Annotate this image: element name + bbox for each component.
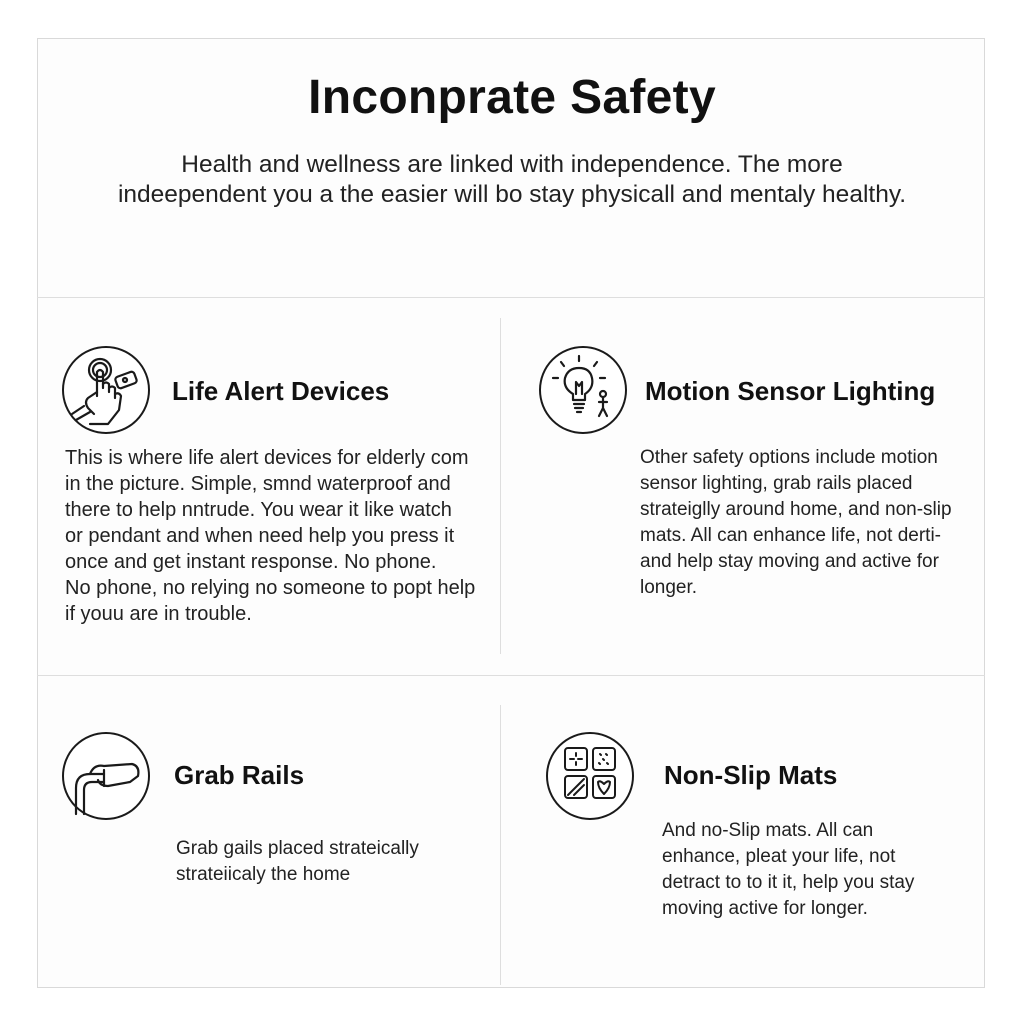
page-title: Inconprate Safety: [308, 71, 716, 124]
card-body-line: mats. All can enhance life, not derti-: [640, 525, 941, 546]
section-divider-vertical-top: [500, 318, 501, 654]
card-body-line: and help stay moving and active for: [640, 551, 939, 572]
card-body-line: in the picture. Simple, smnd waterproof and: [65, 473, 451, 495]
hand-grab-rail-icon: [62, 732, 150, 820]
lightbulb-person-icon: [539, 346, 627, 434]
section-divider-horizontal: [37, 675, 985, 676]
card-body-line: detract to to it it, help you stay: [662, 872, 915, 893]
card-body: [65, 445, 475, 627]
card-body-line: there to help nntrude. You wear it like watch: [65, 499, 452, 521]
card-body-line: And no-Slip mats. All can: [662, 820, 874, 841]
intro-text: [40, 150, 984, 210]
card-body-line: moving active for longer.: [662, 898, 868, 919]
card-title: Motion Sensor Lighting: [645, 376, 936, 406]
card-body-line: longer.: [640, 577, 698, 598]
hand-press-button-icon: [62, 346, 150, 434]
card-body-line: if youu are in trouble.: [65, 603, 252, 625]
card-body-line: sensor lighting, grab rails placed: [640, 473, 913, 494]
card-title: Non-Slip Mats: [664, 760, 838, 790]
card-body-line: Other safety options include motion: [640, 447, 938, 468]
card-body-line: once and get instant response. No phone.: [65, 551, 437, 573]
card-body-line: enhance, pleat your life, not: [662, 846, 896, 867]
intro-line: indeependent you a the easier will bo stay physicall and mentaly healthy.: [117, 181, 907, 208]
section-divider-vertical-bottom: [500, 705, 501, 985]
card-body: [176, 836, 419, 888]
card-body: [640, 445, 952, 601]
card-body-line: strateiglly around home, and non-slip: [640, 499, 952, 520]
non-slip-mat-tiles-icon: [546, 732, 634, 820]
card-title: Life Alert Devices: [172, 376, 390, 406]
card-body-line: Grab gails placed strateically: [176, 838, 419, 859]
intro-line: Health and wellness are linked with independence. The more: [181, 151, 843, 178]
card-body: [662, 818, 914, 922]
card-title: Grab Rails: [174, 760, 305, 790]
card-body-line: No phone, no relying no someone to popt help: [65, 577, 476, 599]
card-body-line: This is where life alert devices for elderly com: [65, 447, 469, 469]
card-body-line: strateiicaly the home: [176, 864, 351, 885]
card-body-line: or pendant and when need help you press it: [65, 525, 455, 547]
